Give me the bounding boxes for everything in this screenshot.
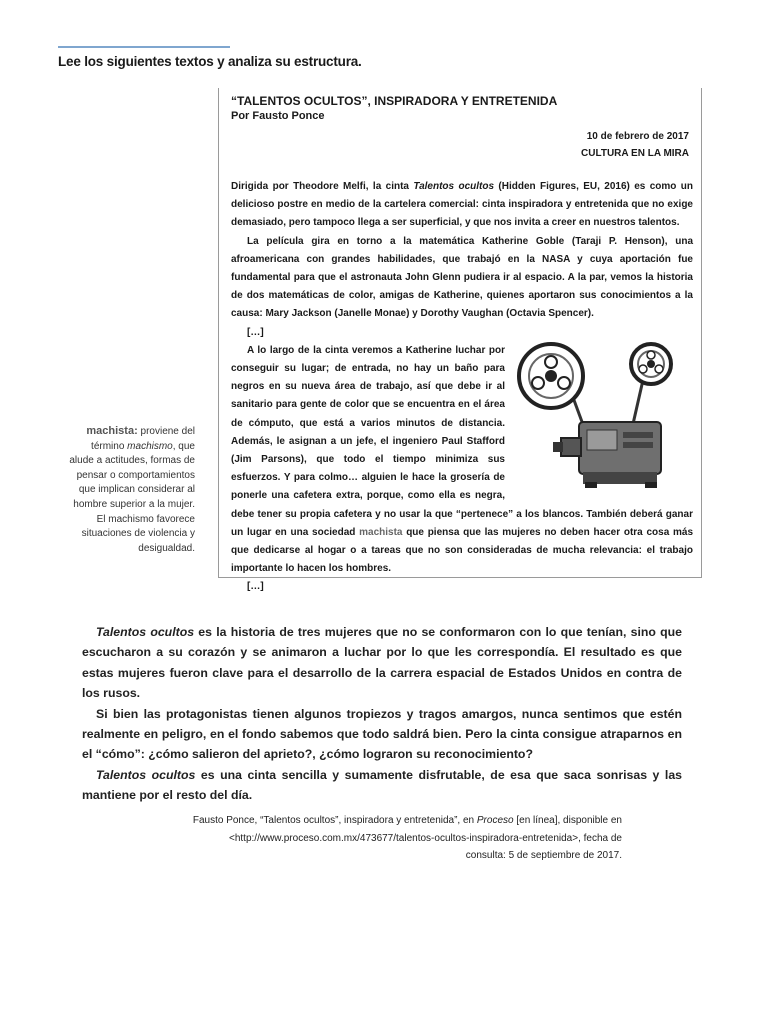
review-continuation	[82, 622, 682, 806]
article-box	[218, 88, 702, 593]
instruction: Lee los siguientes textos y analiza su estructura.	[58, 54, 362, 69]
review-paragraph: Si bien las protagonistas tienen algunos tropiezos y tragos amargos, nunca sentimos que estén realmente en peligro, en el fondo sabemos que todo saldrá bien. Pero la cinta consigue atraparnos en el “cómo”: ¿cómo salieron del aprieto?, ¿cómo lograron su reconocimiento?	[82, 706, 682, 762]
article-section: CULTURA EN LA MIRA	[581, 148, 689, 159]
ellipsis: […]	[247, 581, 264, 593]
ellipsis: […]	[247, 326, 264, 338]
article-paragraph: La película gira en torno a la matemática Katherine Goble (Taraji P. Henson), una afroamericana con grandes habilidades, que trabajó en la NASA y cuya aportación fue fundamental para que el astronauta John Glenn pudiera ir al espacio. A la par, vemos la historia de dos matemáticas de color, amigas de Katherine, quienes aportaron sus conocimientos a la causa: Mary Jackson (Janelle Monae) y Dorothy Vaughan (Octavia Spencer).	[231, 235, 693, 320]
review-paragraph: Talentos ocultos es una cinta sencilla y sumamente disfrutable, de esa que saca sonrisas y las mantiene por el resto del día.	[82, 767, 683, 803]
article-meta	[581, 128, 689, 162]
source-citation: Fausto Ponce, “Talentos ocultos”, inspiradora y entretenida”, en Proceso [en línea], disponible en <http://www.proceso.com.mx/473677/talentos-ocultos-inspiradora-entretenida>, fecha de consulta: 5 de septiembre de 2017.	[192, 815, 622, 862]
article-paragraph: Dirigida por Theodore Melfi, la cinta Talentos ocultos (Hidden Figures, EU, 2016) es como un delicioso postre en medio de la cartelera comercial: cinta inspiradora y entretenida que no exige demasiado, pero tampoco llega a ser superficial, y que nos invita a creer en nuestros talentos.	[231, 181, 693, 229]
article-title: “TALENTOS OCULTOS”, INSPIRADORA Y ENTRETENIDA	[231, 94, 558, 108]
glossary-note: machista: proviene del término machismo, que alude a actitudes, formas de pensar o comportamientos que implican considerar al hombre superior a la mujer. El machismo favorece situaciones de violencia y desigualdad.	[69, 425, 195, 554]
article-body	[231, 178, 693, 597]
article-paragraph: A lo largo de la cinta veremos a Katherine luchar por conseguir su lugar; de entrada, no hay un baño para negros en su nueva área de trabajo, así que debe ir al sanitario para gente de color que se encuentra en el área de cómputo, que está a varios minutos de distancia. Además, le asignan a un jefe, el ingeniero Paul Stafford (Jim Parsons), que todo el tiempo minimiza sus esfuerzos. Y para colmo… alguien le hace la grosería de ponerle una cafetera extra, porque, como ella es negra, debe tener su propia cafetera y no usar la que “pertenece” a los blancos. También deberá ganar un lugar en una sociedad machista que piensa que las mujeres no deben hacer otra cosa más que dedicarse al hogar o a tareas que no son consideradas de mucha relevancia: el trabajo importante lo hacen los hombres.	[231, 342, 693, 579]
film-projector-icon	[513, 342, 695, 492]
top-rule	[58, 46, 230, 48]
glossary-term-highlight: machista	[359, 526, 403, 538]
article-date: 10 de febrero de 2017	[586, 131, 689, 142]
article-byline: Por Fausto Ponce	[231, 110, 325, 122]
glossary-term: machista:	[86, 425, 138, 437]
review-paragraph: Talentos ocultos es la historia de tres mujeres que no se conformaron con lo que tenían, sino que escucharon a su corazón y se animaron a luchar por lo que les correspondía. El resultado es que estas mujeres fueron clave para el desarrollo de la carrera espacial de Estados Unidos en contra de los rusos.	[82, 625, 682, 701]
